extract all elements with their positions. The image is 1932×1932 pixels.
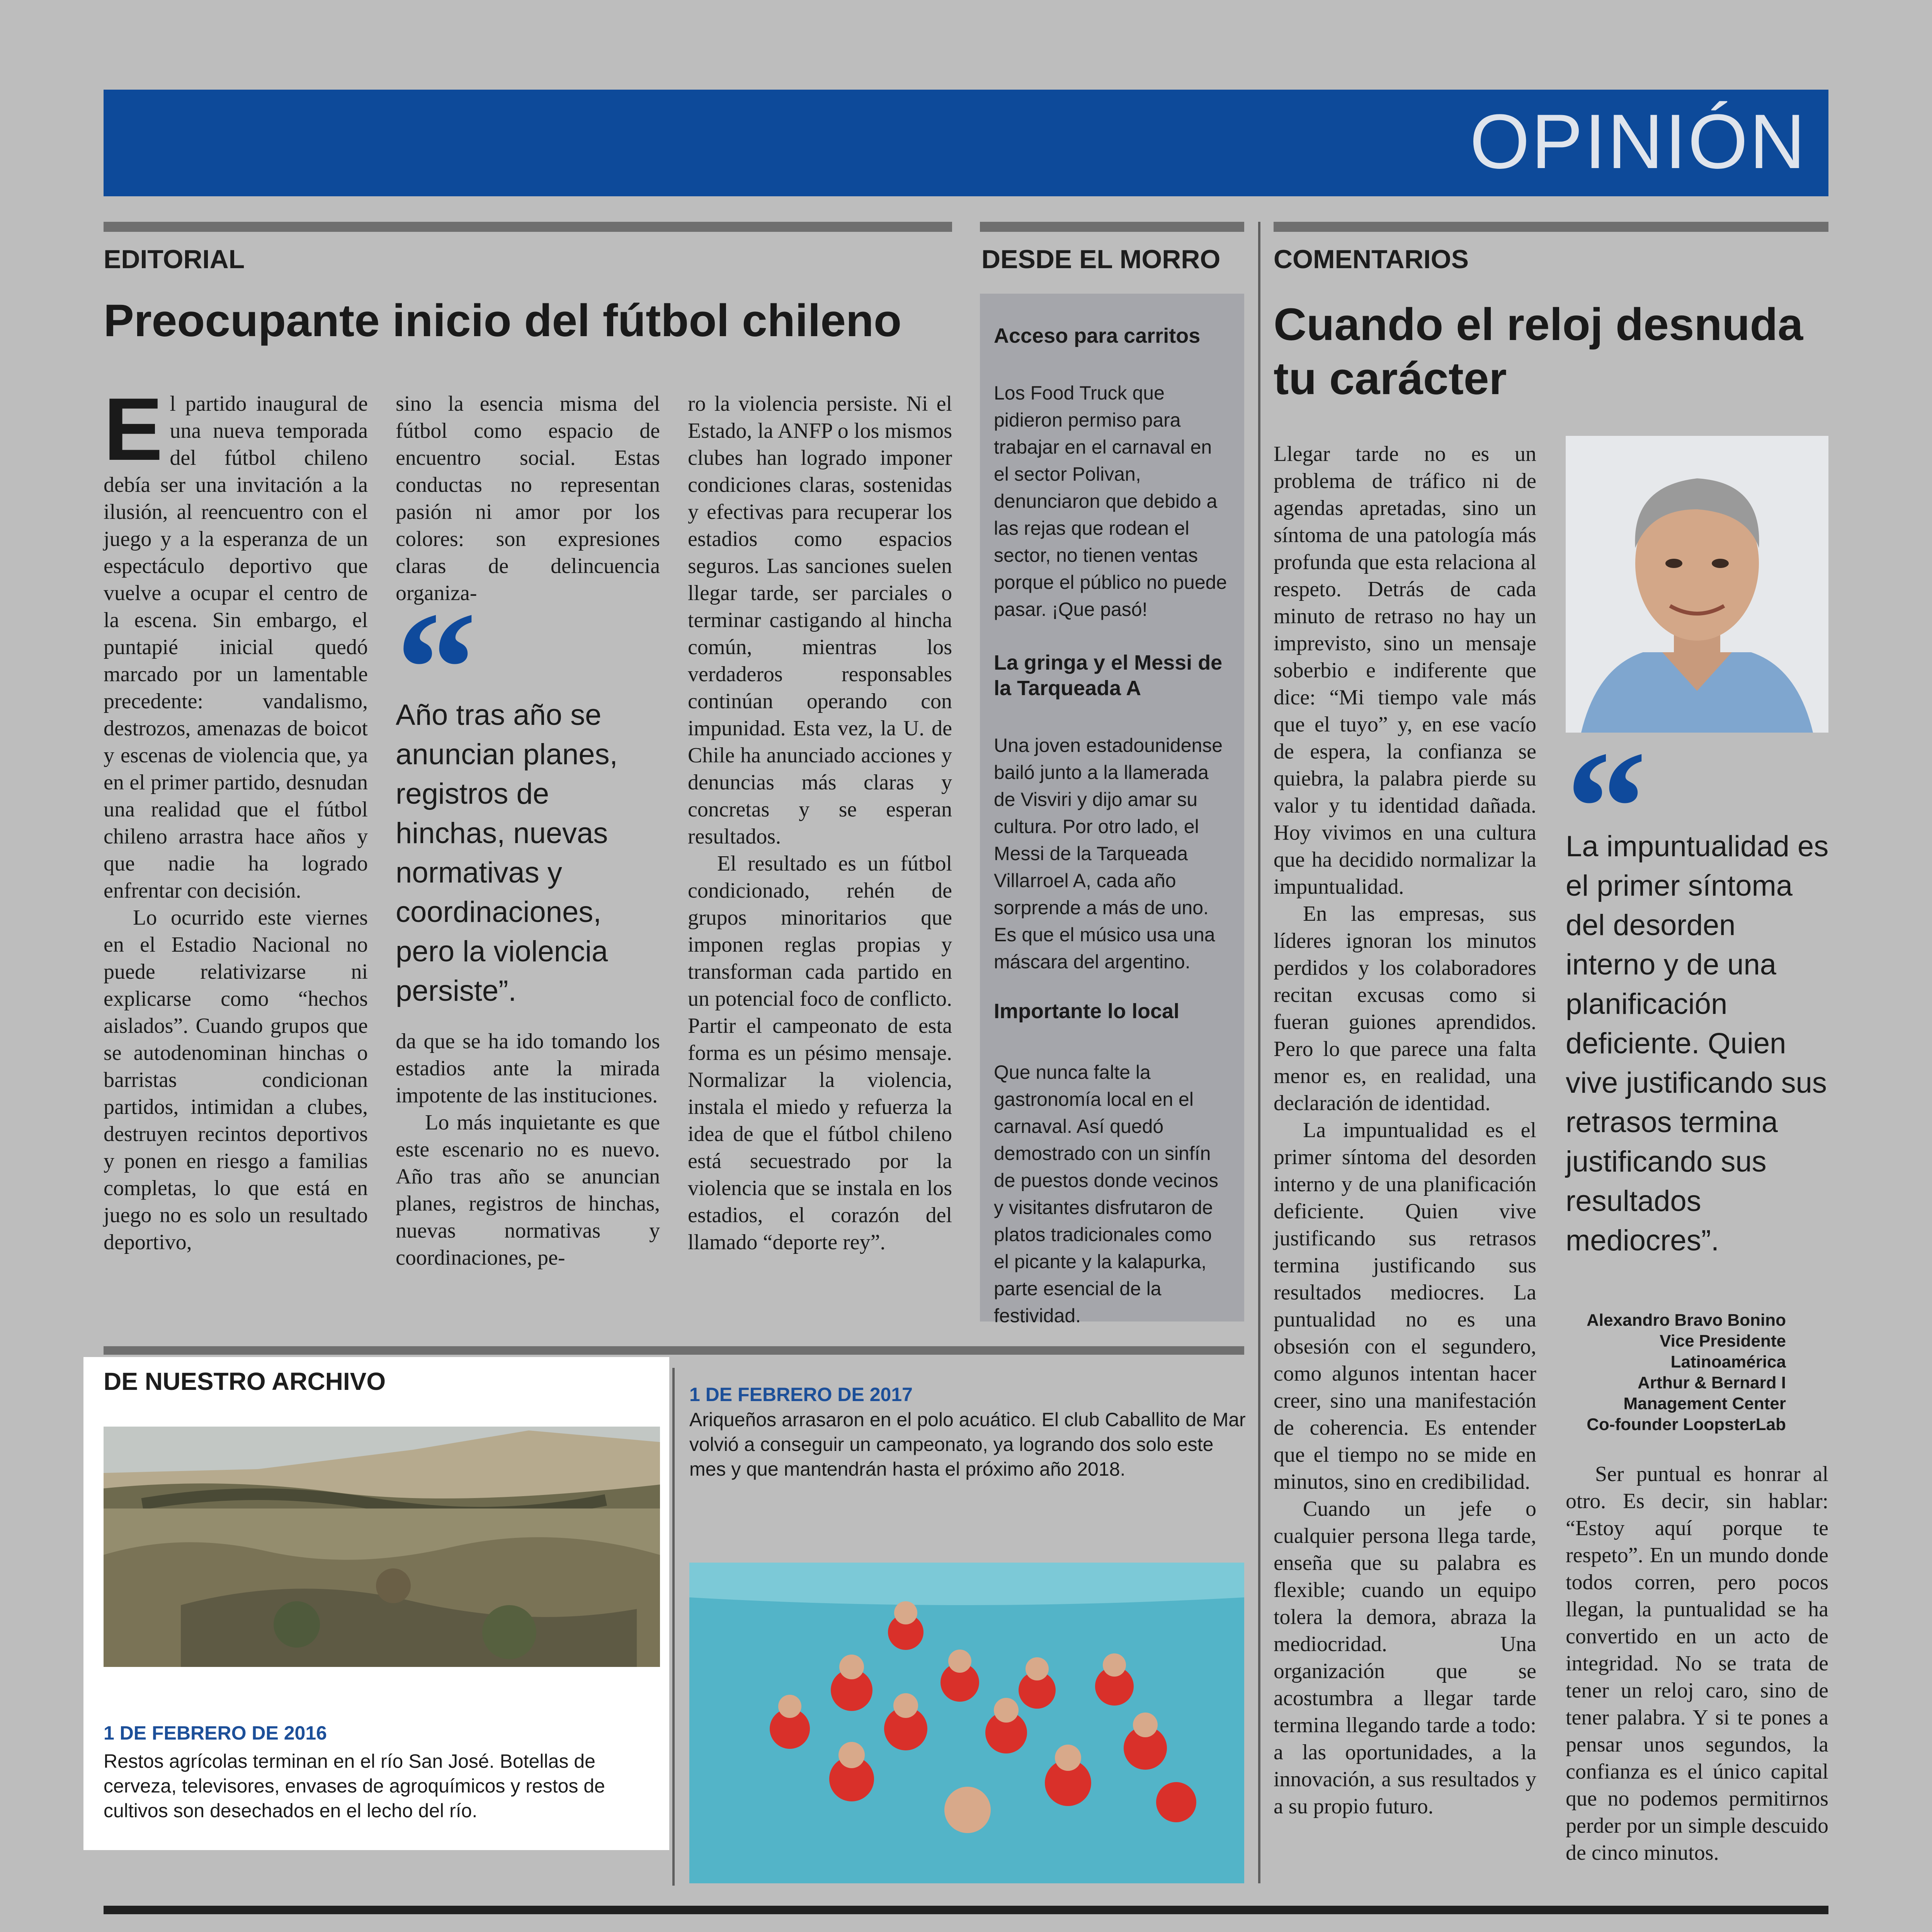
author-photo xyxy=(1566,436,1828,733)
comentarios-paragraph: Llegar tarde no es un problema de tráfico ni de agendas apretadas, sino un síntoma de una patología más profunda que esta relaciona al respeto. Detrás de cada minuto de retraso no hay un imprevisto, sino un mensaje soberbio e indiferente que dice: “Mi tiempo vale más que el tuyo” y, en ese vacío de espera, la confianza se quiebra, la palabra pierde su valor y tu identidad dañada. Hoy vivimos en una cultura que ha decidido normalizar la impuntualidad. xyxy=(1274,442,1536,899)
comentarios-col-2 xyxy=(1566,1461,1828,1866)
column-divider xyxy=(672,1368,675,1886)
editorial-col-1 xyxy=(104,379,368,1256)
author-byline xyxy=(1566,1310,1786,1435)
quote-mark-icon xyxy=(1566,750,1832,827)
editorial-pullquote xyxy=(396,611,660,1011)
archive-box xyxy=(83,1357,669,1850)
editorial-kicker: EDITORIAL xyxy=(104,245,245,274)
archive-photo-2 xyxy=(689,1563,1244,1883)
comentarios-pullquote-text: La impuntualidad es el primer síntoma del desorden interno y de una planificación deficiente. Quien vive justificando sus retrasos termina justificando sus resultados mediocres”. xyxy=(1566,830,1829,1257)
morro-item-title: Importante lo local xyxy=(994,1000,1180,1023)
editorial-rule xyxy=(104,222,952,232)
morro-kicker: DESDE EL MORRO xyxy=(981,245,1221,274)
morro-item-title: La gringa y el Messi de la Tarqueada A xyxy=(994,651,1223,700)
comentarios-paragraph: Ser puntual es honrar al otro. Es decir, sin hablar: “Estoy aquí porque te respeto”. En un mundo donde todos corren, pero pocos llegan, la puntualidad se ha convertido en un acto de integridad. No se trata de tener un reloj caro, sino de tener palabra. Y si te pones a pensar unos segundos, la confianza es el único capital que no podemos permitirnos perder por un simple descuido de cinco minutos. xyxy=(1566,1462,1828,1865)
water-polo-team-photo xyxy=(689,1563,1244,1883)
archive-caption: Restos agrícolas terminan en el río San José. Botellas de cerveza, televisores, envases de agroquímicos y restos de cultivos son desechados en el lecho del río. xyxy=(104,1750,605,1821)
editorial-paragraph: El resultado es un fútbol condicionado, rehén de grupos minoritarios que imponen reglas propias y transforman cada partido en un potencial foco de conflicto. Partir el campeonato de esta forma es un pésimo mensaje. Normalizar la violencia, instala el miedo y refuerza la idea de que el fútbol chileno está secuestrado por la violencia que se instala en los estadios, el corazón del llamado “deporte rey”. xyxy=(688,852,952,1254)
column-divider xyxy=(1258,222,1260,1883)
morro-rule xyxy=(980,222,1244,232)
editorial-paragraph: Lo ocurrido este viernes en el Estadio Nacional no puede relativizarse ni explicarse como “hechos aislados”. Cuando grupos que se autodenominan hinchas o barristas condicionan partidos, intimidan a clubes, destruyen recintos deportivos y ponen en riesgo a familias completas, lo que está en juego no es solo un resultado deportivo, xyxy=(104,906,368,1254)
archive-date: 1 DE FEBRERO DE 2017 xyxy=(689,1384,913,1405)
editorial-headline: Preocupante inicio del fútbol chileno xyxy=(104,295,902,346)
editorial-col-2b xyxy=(396,1028,660,1271)
editorial-paragraph: ro la violencia persiste. Ni el Estado, la ANFP o los mismos clubes han logrado imponer condiciones claras, sostenidas y efectivas para recuperar los estadios como espacios seguros. Las sanciones suelen llegar tarde, ser parciales o terminar castigando al hincha común, mientras los verdaderos responsables continúan operando con impunidad. Esta vez, la U. de Chile ha anunciado acciones y denuncias más claras y concretas y se esperan resultados. xyxy=(688,392,952,849)
morro-item-text: Los Food Truck que pidieron permiso para trabajar en el carnaval en el sector Polivan, denunciaron que debido a las rejas que rodean el sector, no tienen ventas porque el público no puede pasar. ¡Que pasó! xyxy=(994,382,1227,620)
morro-box xyxy=(980,294,1244,1327)
author-role: Co-founder LoopsterLab xyxy=(1587,1415,1786,1434)
editorial-paragraph: da que se ha ido tomando los estadios ante la mirada impotente de las instituciones. xyxy=(396,1029,660,1107)
archive-date: 1 DE FEBRERO DE 2016 xyxy=(104,1722,327,1744)
archive-caption: Ariqueños arrasaron en el polo acuático. El club Caballito de Mar volvió a conseguir un campeonato, ya logrando dos solo este mes y que mantendrán hasta el próximo año 2018. xyxy=(689,1409,1246,1480)
editorial-paragraph: l partido inaugural de una nueva temporada del fútbol chileno debía ser una invitación a la ilusión, al reencuentro con el juego y a la esperanza de un espectáculo deportivo que vuelve a ocupar el centro de la escena. Sin embargo, el puntapié inicial quedó marcado por un lamentable precedente: vandalismo, destrozos, amenazas de boicot y escenas de violencia que, ya en el primer partido, desnudan una realidad que el fútbol chileno arrastra hace años y que nadie ha logrado enfrentar con decisión. xyxy=(104,392,368,903)
morro-item-text: Una joven estadounidense bailó junto a la llamerada de Visviri y dijo amar su cultura. Por otro lado, el Messi de la Tarqueada Villarroel A, cada año sorprende a más de uno. Es que el músico usa una máscara del argentino. xyxy=(994,735,1223,973)
editorial-paragraph: Lo más inquietante es que este escenario no es nuevo. Año tras año se anuncian planes, registros de hinchas, nuevas normativas y coordinaciones, pe- xyxy=(396,1111,660,1270)
author-role: Management Center xyxy=(1623,1394,1786,1413)
comentarios-paragraph: Cuando un jefe o cualquier persona llega tarde, enseña que su palabra es flexible; cuando un equipo tolera la demora, abraza la mediocridad. Una organización que se acostumbra a llegar tarde termina llegando tarde a todo: a las oportunidades, a la innovación, a sus resultados y a su propio futuro. xyxy=(1274,1497,1536,1818)
author-name: Alexandro Bravo Bonino xyxy=(1587,1311,1786,1330)
comentarios-headline: Cuando el reloj desnuda tu carácter xyxy=(1274,299,1803,404)
author-portrait-icon xyxy=(1566,436,1828,733)
author-role: Vice Presidente Latinoamérica xyxy=(1660,1332,1786,1371)
section-title: OPINIÓN xyxy=(1469,99,1807,185)
comentarios-rule xyxy=(1274,222,1828,232)
comentarios-pullquote xyxy=(1566,750,1832,1260)
section-banner xyxy=(104,90,1828,196)
comentarios-paragraph: La impuntualidad es el primer síntoma del desorden interno y de una planificación deficiente. Quien vive justificando sus retrasos termina justificando sus resultados mediocres. La puntualidad no es una obsesión con el segundero, como algunos intentan hacer creer, sino una manifestación de coherencia. Es entender que el tiempo no se mide en minutos, sino en credibilidad. xyxy=(1274,1118,1536,1494)
editorial-col-2 xyxy=(396,390,660,607)
comentarios-col-1 xyxy=(1274,440,1536,1820)
morro-item-text: Que nunca falte la gastronomía local en el carnaval. Así quedó demostrado con un sinfín de puestos donde vecinos y visitantes disfrutaron de platos tradicionales como el picante y la kalapurka, parte esencial de la festividad. xyxy=(994,1061,1218,1327)
riverbed-photo xyxy=(104,1427,660,1509)
author-role: Arthur & Bernard I xyxy=(1638,1373,1786,1392)
archive-title: DE NUESTRO ARCHIVO xyxy=(104,1367,386,1395)
archive-photo-1 xyxy=(104,1509,660,1667)
comentarios-kicker: COMENTARIOS xyxy=(1274,245,1469,274)
quote-mark-icon xyxy=(396,611,660,696)
morro-item-title: Acceso para carritos xyxy=(994,324,1201,347)
debris-icon xyxy=(104,1509,660,1667)
editorial-col-3 xyxy=(688,390,952,1256)
comentarios-paragraph: En las empresas, sus líderes ignoran los minutos perdidos y los colaboradores recitan excusas como si fueran guiones aprendidos. Pero lo que parece una falta menor es, en realidad, una declaración de identidad. xyxy=(1274,902,1536,1115)
archive-rule xyxy=(104,1346,1244,1355)
editorial-pullquote-text: Año tras año se anuncian planes, registros de hinchas, nuevas normativas y coordinaciones, pero la violencia persiste”. xyxy=(396,699,618,1007)
ad-rule xyxy=(104,1906,1828,1914)
editorial-dropcap: E xyxy=(104,379,163,479)
editorial-paragraph: sino la esencia misma del fútbol como espacio de encuentro social. Estas conductas no representan pasión ni amor por los colores: son expresiones claras de delincuencia organiza- xyxy=(396,392,660,605)
